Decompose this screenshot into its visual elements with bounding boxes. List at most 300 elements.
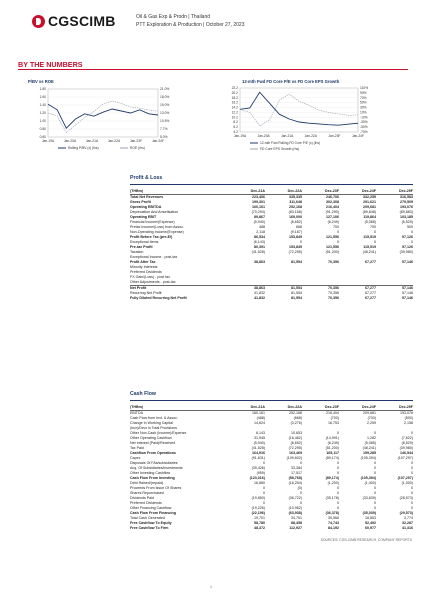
header-period: Dec-24F — [339, 189, 376, 195]
header-sector: Oil & Gas Exp & Prodn | Thailand — [136, 14, 211, 20]
row-value: (41,528) — [251, 250, 265, 254]
row-value: 0 — [337, 491, 339, 495]
row-value: 19,701 — [254, 516, 265, 520]
row-label: Total Cash Generated — [130, 516, 165, 520]
row-value: (41,528) — [251, 446, 265, 450]
row-value: (35,039) — [362, 511, 376, 515]
row-label: Exceptional Items — [130, 240, 159, 244]
row-value: 252,168 — [289, 411, 302, 415]
y-left-tick-label: 14.2 — [231, 105, 238, 110]
row-value: 0 — [263, 486, 265, 490]
page-number: 1 — [210, 585, 212, 589]
row-label: Cashflow From Operations — [130, 451, 176, 455]
brand-logo — [32, 13, 116, 29]
row-label: Profit After Tax — [130, 260, 156, 264]
row-value: (33,639) — [362, 496, 376, 500]
row-value: (19,850) — [251, 496, 265, 500]
row-value: 84,192 — [328, 526, 339, 530]
row-value: 0 — [263, 491, 265, 495]
chart-pe-eps-svg — [218, 79, 398, 165]
row-value: (91,631) — [251, 456, 265, 460]
row-label: Shares Repurchased — [130, 491, 164, 495]
row-value: 0 — [300, 491, 302, 495]
row-value: 0 — [374, 466, 376, 470]
row-value: (107,297) — [397, 456, 413, 460]
table-row — [130, 526, 413, 531]
row-label: Pre-tax Profit — [130, 245, 153, 249]
row-value: 0 — [411, 506, 413, 510]
row-value: 209,681 — [363, 205, 376, 209]
row-value: (16,254) — [288, 481, 302, 485]
y-right-tick-label: -70% — [360, 130, 368, 134]
x-tick-label: Jan-19A — [41, 139, 55, 143]
row-value: 81,554 — [291, 260, 302, 264]
row-label: Exceptional Income - post-tax — [130, 255, 178, 259]
row-value: 0 — [411, 471, 413, 475]
row-value: 112,927 — [289, 526, 302, 530]
x-tick-label: Jan-22A — [107, 139, 121, 143]
row-label: Free Cashflow To Equity — [130, 521, 172, 525]
row-value: (70,294) — [251, 210, 265, 214]
row-value: 41,832 — [254, 296, 265, 300]
row-value: (51,200) — [325, 250, 339, 254]
cf-rule — [130, 400, 413, 401]
row-value: 70,356 — [328, 296, 339, 300]
row-value: 165,117 — [326, 451, 339, 455]
row-value: 169,000 — [289, 215, 302, 219]
row-value: (19,226) — [251, 506, 265, 510]
row-value: (89,848) — [362, 210, 376, 214]
row-value: 0 — [374, 471, 376, 475]
legend-label: 12-mth Fwd Rolling FD Core P/E (x) (lhs) — [260, 141, 321, 146]
row-value: (105,394) — [360, 456, 376, 460]
row-value: (123,016) — [249, 476, 265, 480]
row-value: 146,544 — [400, 451, 413, 455]
y-right-tick-label: 7.7% — [160, 127, 168, 131]
y-left-tick-label: 18.2 — [231, 95, 238, 100]
x-tick-label: Jan-19A — [233, 134, 247, 138]
header-period: Dec-21A — [228, 189, 265, 195]
x-tick-label: Jan-21A — [85, 139, 99, 143]
y-left-tick-label: 0.60 — [39, 135, 46, 139]
section-rule — [18, 69, 408, 70]
row-value: 70,356 — [328, 291, 339, 295]
row-value: 33,384 — [291, 466, 302, 470]
row-value: 67,277 — [365, 291, 376, 295]
row-value: 0 — [411, 431, 413, 435]
header-period: Dec-22A — [265, 189, 302, 195]
row-label: Net Profit — [130, 286, 228, 292]
row-value: (6,249) — [327, 441, 339, 445]
row-value: (500) — [404, 416, 413, 420]
row-value: (109,602) — [286, 456, 302, 460]
y-left-tick-label: 0.80 — [39, 127, 46, 131]
row-value: (668) — [293, 416, 302, 420]
y-right-tick-label: 13.0% — [160, 111, 170, 115]
row-value: 10,653 — [291, 431, 302, 435]
row-label: Recurring Net Profit — [130, 291, 162, 295]
row-value: 48,372 — [254, 526, 265, 530]
row-label: Preferred Dividends — [130, 270, 162, 274]
y-left-tick-label: 4.2 — [233, 130, 238, 134]
row-value: (6,652) — [290, 220, 302, 224]
row-label: Debt Raised/(repaid) — [130, 481, 164, 485]
chart-pe-eps — [218, 79, 383, 165]
row-value: 127,106 — [326, 215, 339, 219]
row-value: (22,196) — [251, 511, 265, 515]
row-label: Other Investing Cashflow — [130, 471, 171, 475]
row-label: (Incr)/Decr in Total Provisions — [130, 426, 177, 430]
row-value: 246,706 — [326, 195, 339, 199]
row-value: 41,316 — [402, 526, 413, 530]
row-value: 0 — [374, 506, 376, 510]
row-value: (107,297) — [397, 476, 413, 480]
x-tick-label: Jan-24F — [351, 134, 365, 138]
row-value: 0 — [337, 240, 339, 244]
row-value: 2,158 — [404, 421, 413, 425]
y-right-tick-label: 50% — [360, 100, 367, 105]
row-value: 57,146 — [402, 260, 413, 264]
y-right-tick-label: 70% — [360, 95, 367, 100]
row-value: 57,146 — [376, 286, 413, 292]
row-label: FX Gain/(Loss) - post tax — [130, 275, 170, 279]
pl-rule — [130, 184, 413, 185]
header-unit: (THBm) — [130, 405, 228, 411]
row-value: 223,406 — [252, 195, 265, 199]
row-value: 153,849 — [289, 235, 302, 239]
row-value: 14,624 — [254, 421, 265, 425]
row-value: (700) — [367, 416, 376, 420]
row-value: 159,285 — [363, 451, 376, 455]
x-tick-label: Jan-23F — [328, 134, 341, 138]
row-value: 89,867 — [254, 215, 265, 219]
row-value: 164,916 — [252, 451, 265, 455]
row-value: 500 — [407, 225, 413, 229]
row-label: Other Operating Cashflow — [130, 436, 172, 440]
row-value: 115,519 — [363, 235, 376, 239]
row-value: (39,426) — [251, 466, 265, 470]
chart-pbv-roe — [26, 79, 191, 165]
row-value: 97,126 — [402, 235, 413, 239]
x-tick-label: Jan-20A — [63, 139, 77, 143]
row-label: Tax Paid — [130, 446, 144, 450]
row-value: (10,962) — [288, 506, 302, 510]
row-value: 153,849 — [289, 245, 302, 249]
row-value: 121,556 — [326, 235, 339, 239]
row-label: Capex — [130, 456, 141, 460]
row-value: 332,259 — [363, 195, 376, 199]
row-label: EBITDA — [130, 411, 143, 415]
row-value: (28,573) — [399, 496, 413, 500]
header-unit: (THBm) — [130, 189, 228, 195]
row-value: 0 — [411, 230, 413, 234]
table-row — [130, 296, 413, 301]
y-right-tick-label: 21.0% — [160, 87, 170, 91]
row-value: 81,554 — [265, 286, 302, 292]
row-value: 216,404 — [326, 205, 339, 209]
row-value: (91,290) — [325, 210, 339, 214]
row-value: 80,391 — [254, 245, 265, 249]
row-value: 103,185 — [400, 215, 413, 219]
row-value: (5,085) — [364, 441, 376, 445]
row-label: Acq. Of Subsidiaries/investments — [130, 466, 183, 470]
row-value: 0 — [300, 461, 302, 465]
row-value: 67,277 — [339, 286, 376, 292]
row-value: (1,000) — [401, 481, 413, 485]
x-tick-label: Jan-21A — [281, 134, 294, 138]
row-value: (35,178) — [325, 496, 339, 500]
section-title: BY THE NUMBERS — [18, 60, 83, 69]
legend-label: Rolling P/BV (x) (lhs) — [68, 146, 99, 151]
row-value: 163,469 — [289, 451, 302, 455]
row-value: 16,880 — [254, 481, 265, 485]
row-label: Free Cashflow To Firm — [130, 526, 169, 530]
row-label: Profit Before Tax (pre-EI) — [130, 235, 173, 239]
brand-name: CGSCIMB — [48, 13, 116, 29]
row-value: 193,076 — [400, 205, 413, 209]
header-period: Dec-22A — [265, 405, 302, 411]
row-value: 31,945 — [254, 436, 265, 440]
row-value: (1,400) — [364, 481, 376, 485]
row-value: (700) — [330, 416, 339, 420]
header-period: Dec-25F — [376, 405, 413, 411]
y-left-tick-label: 1.00 — [39, 119, 46, 123]
y-left-tick-label: 6.2 — [233, 125, 238, 130]
row-value: 488 — [259, 225, 265, 229]
row-value: (48,241) — [362, 250, 376, 254]
row-value: (1,200) — [327, 481, 339, 485]
legend-label: FD Core EPS Growth (rhs) — [260, 147, 300, 152]
row-value: 0 — [374, 240, 376, 244]
y-right-tick-label: 10.5% — [160, 119, 170, 123]
header-period: Dec-25F — [376, 189, 413, 195]
header-period: Dec-23F — [302, 405, 339, 411]
row-label: Cash Flow From Financing — [130, 511, 176, 515]
row-value: 0 — [411, 461, 413, 465]
source-note: SOURCES: CGS-CIMB RESEARCH, COMPANY REPORTS — [320, 538, 412, 542]
row-value: (83,168) — [288, 210, 302, 214]
row-label: Cash Flow from Invt. & Assoc. — [130, 416, 178, 420]
y-left-tick-label: 10.2 — [231, 115, 238, 120]
row-value: 0 — [337, 506, 339, 510]
row-value: 74,743 — [328, 521, 339, 525]
series-line — [48, 104, 158, 128]
row-value: (14,991) — [325, 436, 339, 440]
y-left-tick-label: 22.2 — [231, 86, 238, 90]
row-label: Other Non-Cash (Income)/Expense — [130, 431, 187, 435]
logo-mark-icon — [32, 15, 45, 28]
series-line — [48, 101, 158, 133]
row-value: 0 — [337, 466, 339, 470]
row-label: Fully Diluted Recurring Net Profit — [130, 296, 187, 300]
row-value: 2,118 — [256, 230, 265, 234]
header-company: PTT Exploration & Production | October 27, 2023 — [136, 22, 245, 28]
row-label: Other Financing Cashflow — [130, 506, 172, 510]
row-value: (58,768) — [288, 476, 302, 480]
row-value: 86,534 — [254, 235, 265, 239]
row-value: 70,356 — [302, 286, 339, 292]
y-left-tick-label: 1.20 — [39, 111, 46, 115]
row-value: (105,394) — [360, 476, 376, 480]
row-value: 0 — [411, 466, 413, 470]
row-value: 121,556 — [326, 245, 339, 249]
row-value: 3,774 — [404, 516, 413, 520]
row-value: 70,356 — [328, 260, 339, 264]
row-value: 216,404 — [326, 411, 339, 415]
row-value: 700 — [370, 225, 376, 229]
row-value: (36,722) — [288, 496, 302, 500]
row-value: 38,863 — [254, 260, 265, 264]
series-line — [240, 92, 358, 125]
header-period: Dec-23F — [302, 189, 339, 195]
row-value: 291,621 — [363, 200, 376, 204]
row-label: Financial Income/(Expense) — [130, 220, 175, 224]
row-value: 0 — [263, 501, 265, 505]
row-value: (6,143) — [253, 240, 265, 244]
row-value: (72,295) — [288, 250, 302, 254]
row-value: (488) — [256, 416, 265, 420]
row-value: 81,554 — [291, 291, 302, 295]
row-value: 67,277 — [365, 296, 376, 300]
pl-table — [130, 189, 413, 301]
row-value: (48,241) — [362, 446, 376, 450]
row-value: 115,519 — [363, 245, 376, 249]
row-value: 252,168 — [289, 205, 302, 209]
row-value: (36,378) — [325, 511, 339, 515]
row-value: (5,940) — [253, 441, 265, 445]
row-value: 0 — [263, 461, 265, 465]
row-value: (89,883) — [399, 210, 413, 214]
row-value: 60,977 — [365, 526, 376, 530]
row-value: 0 — [411, 501, 413, 505]
y-right-tick-label: 18.0% — [160, 95, 170, 99]
row-value: (7,622) — [401, 436, 413, 440]
row-value: 311,648 — [289, 200, 302, 204]
row-value: (6,652) — [290, 441, 302, 445]
row-value: 0 — [374, 461, 376, 465]
x-tick-label: Jan-24F — [151, 139, 165, 143]
row-value: (39,980) — [399, 250, 413, 254]
cf-title: Cash Flow — [130, 391, 156, 397]
row-value: 160,161 — [252, 205, 265, 209]
row-value: (5,085) — [364, 220, 376, 224]
row-value: 0 — [411, 486, 413, 490]
row-label: Non-Operating Income/(Expense) — [130, 230, 184, 234]
row-value: (89,174) — [325, 456, 339, 460]
row-value: (959) — [256, 471, 265, 475]
row-value: 335,335 — [289, 195, 302, 199]
row-value: 0 — [374, 431, 376, 435]
row-value: (5,940) — [253, 220, 265, 224]
row-value: (6,529) — [401, 220, 413, 224]
y-left-tick-label: 12.2 — [231, 110, 238, 115]
row-value: 199,301 — [252, 200, 265, 204]
y-right-tick-label: 5.0% — [160, 135, 168, 139]
chart-pbv-roe-svg — [26, 79, 191, 165]
row-value: (29,573) — [399, 511, 413, 515]
row-value: 6,143 — [256, 431, 265, 435]
y-left-tick-label: 1.40 — [39, 103, 46, 107]
row-value: (63,938) — [288, 511, 302, 515]
row-value: 57,146 — [402, 291, 413, 295]
row-value: 58,780 — [254, 521, 265, 525]
y-right-tick-label: 30% — [360, 105, 367, 110]
row-value: 0 — [300, 240, 302, 244]
row-value: 41,832 — [254, 291, 265, 295]
row-value: 0 — [337, 486, 339, 490]
y-right-tick-label: 10% — [360, 110, 367, 115]
row-label: Proceeds From Issue Of Shares — [130, 486, 182, 490]
row-value: 0 — [337, 501, 339, 505]
y-left-tick-label: 1.80 — [39, 87, 46, 91]
row-value: 0 — [337, 431, 339, 435]
cf-table — [130, 405, 413, 531]
row-value: (6,249) — [327, 220, 339, 224]
y-left-tick-label: 16.2 — [231, 100, 238, 105]
row-value: 0 — [374, 486, 376, 490]
chart-title: 12-mth Fwd FD Core P/E vs FD Core EPS Growth — [242, 79, 340, 84]
row-label: Disposals Of FAs/subsidiaries — [130, 461, 178, 465]
row-value: 0 — [337, 461, 339, 465]
y-left-tick-label: 8.2 — [233, 120, 238, 125]
row-value: 57,146 — [402, 296, 413, 300]
row-value: 0 — [337, 471, 339, 475]
row-label: Minority Interests — [130, 265, 158, 269]
row-label: Change In Working Capital — [130, 421, 173, 425]
row-value: 39,566 — [328, 516, 339, 520]
row-value: 302,308 — [326, 200, 339, 204]
header-period: Dec-21A — [228, 405, 265, 411]
row-value: 209,681 — [363, 411, 376, 415]
y-left-tick-label: 1.60 — [39, 95, 46, 99]
row-value: 0 — [411, 491, 413, 495]
row-label: Depreciation And Amortisation — [130, 210, 179, 214]
row-label: Total Net Revenues — [130, 195, 164, 199]
row-value: 67,277 — [365, 260, 376, 264]
y-right-tick-label: -10% — [360, 115, 368, 120]
series-line — [240, 94, 358, 126]
row-value: (0) — [297, 486, 302, 490]
header-period: Dec-24F — [339, 405, 376, 411]
x-tick-label: Jan-20A — [257, 134, 270, 138]
row-value: 97,126 — [402, 245, 413, 249]
row-value: (3,276) — [290, 421, 302, 425]
row-value: 0 — [300, 501, 302, 505]
row-value: 34,751 — [291, 516, 302, 520]
row-value: 700 — [333, 225, 339, 229]
row-label: Operating EBITDA — [130, 205, 162, 209]
row-label: Operating EBIT — [130, 215, 157, 219]
row-value: (39,980) — [399, 446, 413, 450]
row-label: Gross Profit — [130, 200, 151, 204]
row-value: 279,509 — [400, 200, 413, 204]
x-tick-label: Jan-23F — [129, 139, 143, 143]
row-value: (6,529) — [401, 441, 413, 445]
row-value: 1,282 — [367, 436, 376, 440]
row-value: 38,863 — [228, 286, 265, 292]
row-value: 0 — [411, 240, 413, 244]
legend-label: ROE (rhs) — [130, 146, 145, 151]
row-value: 52,492 — [365, 521, 376, 525]
row-value: 0 — [337, 230, 339, 234]
row-value: (16,462) — [288, 436, 302, 440]
row-value: 32,287 — [402, 521, 413, 525]
y-right-tick-label: -30% — [360, 120, 368, 125]
row-value: (51,200) — [325, 446, 339, 450]
pl-title: Profit & Loss — [130, 175, 163, 181]
row-label: Taxation — [130, 250, 144, 254]
row-value: 193,076 — [400, 411, 413, 415]
